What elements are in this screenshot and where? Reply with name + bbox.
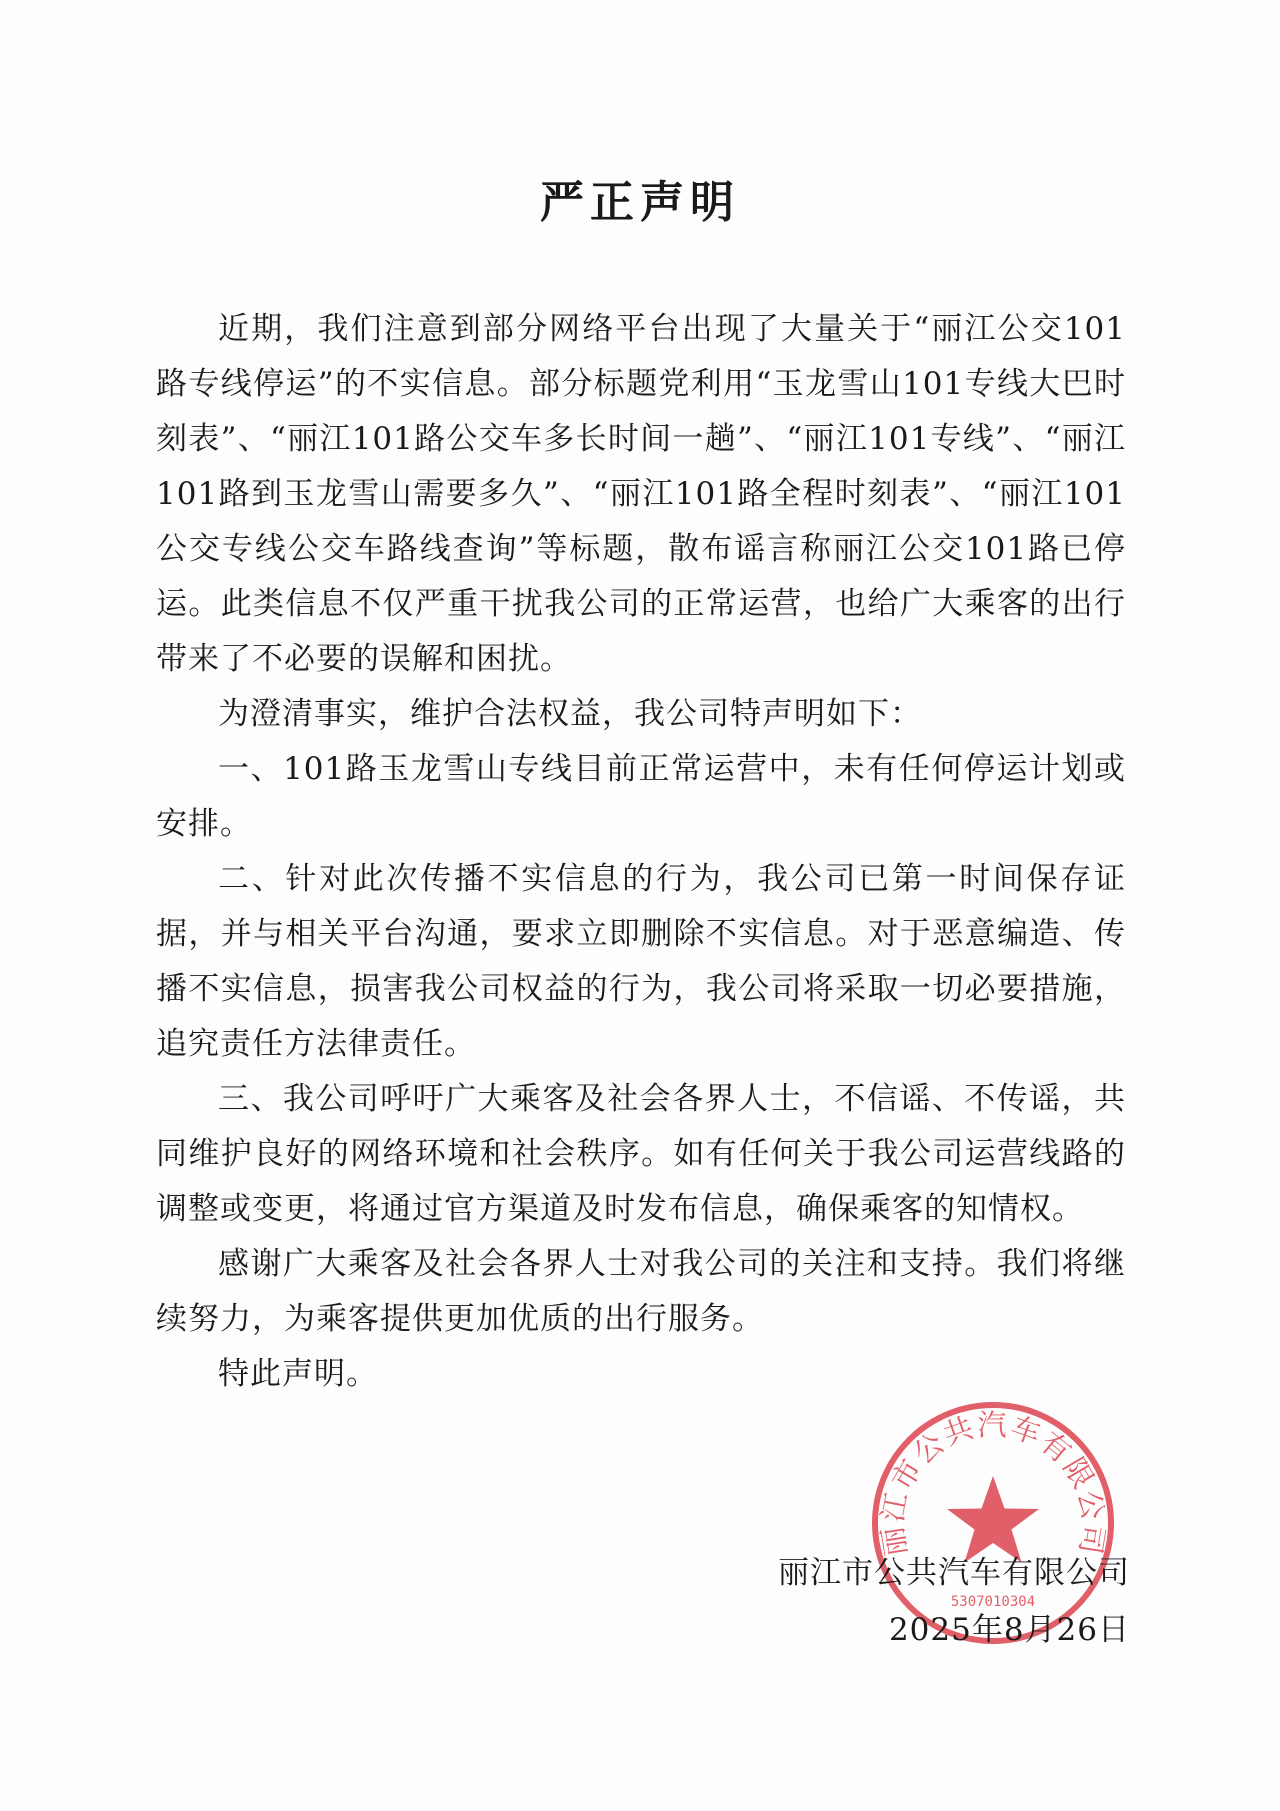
signature-block [778,1545,1130,1659]
paragraph-thanks: 感谢广大乘客及社会各界人士对我公司的关注和支持。我们将继续努力，为乘客提供更加优质的出行服务。 [156,1246,1126,1337]
paragraph-point-2: 二、针对此次传播不实信息的行为，我公司已第一时间保存证据，并与相关平台沟通，要求立即删除不实信息。对于恶意编造、传播不实信息，损害我公司权益的行为，我公司将采取一切必要措施，追究责任方法律责任。 [156,861,1126,1062]
paragraph-closing: 特此声明。 [218,1356,378,1392]
paragraph-declaration: 为澄清事实，维护合法权益，我公司特声明如下： [218,696,922,732]
paragraph-point-1: 一、101路玉龙雪山专线目前正常运营中，未有任何停运计划或安排。 [156,751,1126,842]
seal-arc-text: 丽江市公共汽车有限公司 [875,1407,1111,1559]
signature-company: 丽江市公共汽车有限公司 [778,1555,1130,1591]
signature-date: 2025年8月26日 [888,1612,1130,1648]
document-title: 严正声明 [540,177,740,228]
seal-number: 5307010304 [950,1594,1036,1610]
document-body [156,302,1126,1402]
paragraph-point-3: 三、我公司呼吁广大乘客及社会各界人士，不信谣、不传谣，共同维护良好的网络环境和社会秩序。如有任何关于我公司运营线路的调整或变更，将通过官方渠道及时发布信息，确保乘客的知情权。 [156,1081,1126,1227]
paragraph-intro: 近期，我们注意到部分网络平台出现了大量关于“丽江公交101路专线停运”的不实信息。部分标题党利用“玉龙雪山101专线大巴时刻表”、“丽江101路公交车多长时间一趟”、“丽江101专线”、“丽江101路到玉龙雪山需要多久”、“丽江101路全程时刻表”、“丽江101公交专线公交车路线查询”等标题，散布谣言称丽江公交101路已停运。此类信息不仅严重干扰我公司的正常运营，也给广大乘客的出行带来了不必要的误解和困扰。 [156,311,1126,677]
